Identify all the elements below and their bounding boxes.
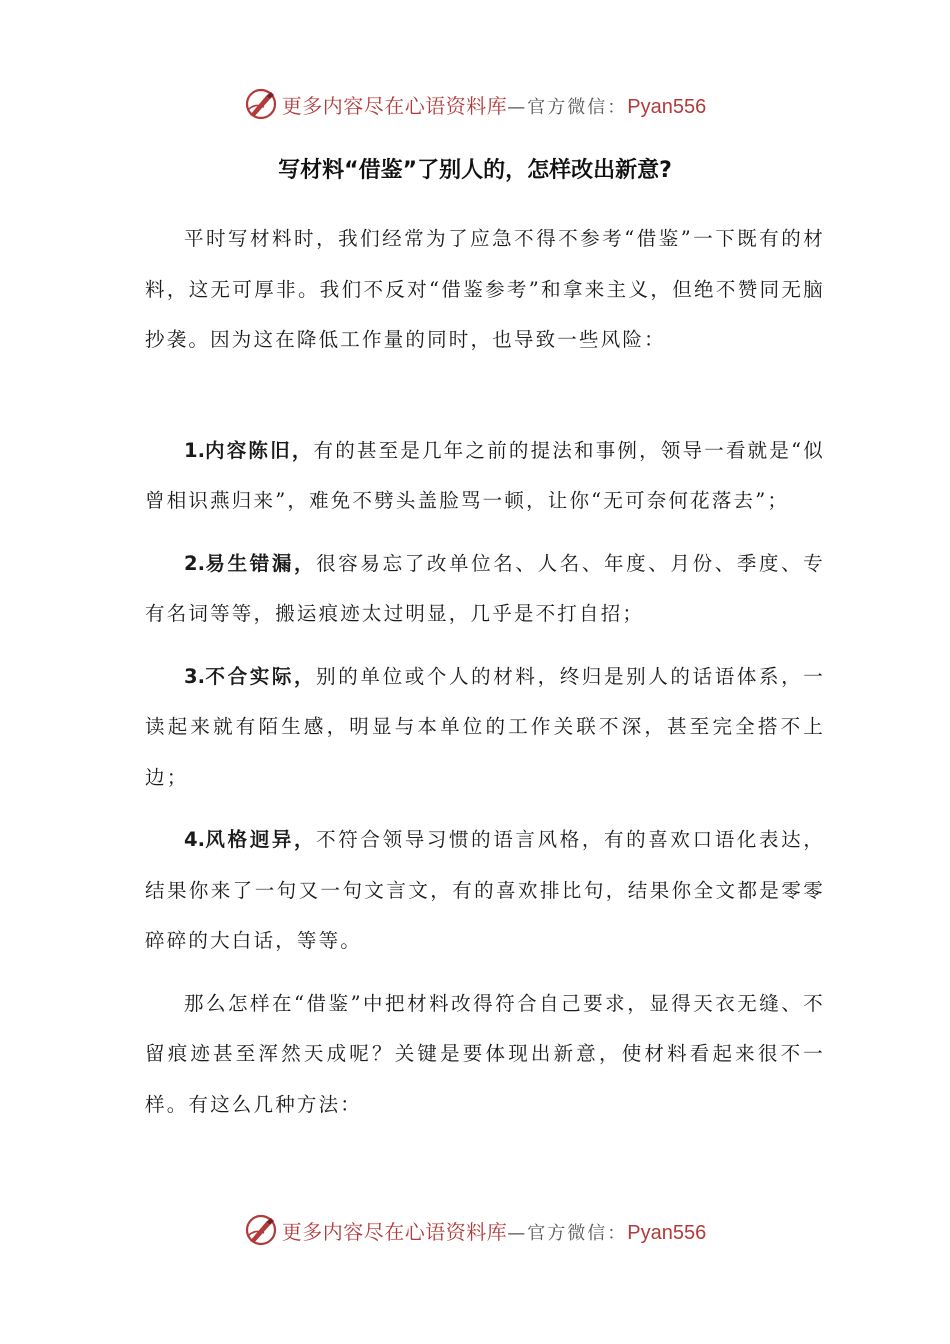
footer-library-label: 更多内容尽在心语资料库 (281, 1219, 508, 1244)
list-item-3 (145, 652, 825, 804)
item-text: 有的甚至是几年之前的提法和事例，领导一看就是“似曾相识燕归来”，难免不劈头盖脸骂一顿，让你“无可奈何花落去”； (145, 438, 825, 512)
item-keyword: 内容陈旧， (204, 438, 314, 462)
article-body (145, 214, 825, 1130)
item-number: 3. (184, 664, 205, 688)
item-text: 别的单位或个人的材料，终归是别人的话语体系，一读起来就有陌生感，明显与本单位的工作关联不深，甚至完全搭不上边； (145, 664, 825, 789)
closing-paragraph: 那么怎样在“借鉴”中把材料改得符合自己要求，显得天衣无缝、不留痕迹甚至浑然天成呢？关键是要体现出新意，使材料看起来很不一样。有这么几种方法： (145, 991, 825, 1116)
header-banner (0, 84, 950, 124)
page-title: 写材料“借鉴”了别人的，怎样改出新意? (278, 158, 672, 183)
header-official-label: —官方微信： (507, 96, 628, 118)
item-number: 1. (184, 438, 205, 462)
item-number: 4. (184, 828, 205, 851)
item-text: 不符合领导习惯的语言风格，有的喜欢口语化表达，结果你来了一句又一句文言文，有的喜欢排比句，结果你全文都是零零碎碎的大白话，等等。 (145, 828, 825, 952)
pen-logo-icon (244, 87, 278, 121)
list-item-1 (145, 426, 825, 527)
header-library-text (282, 90, 706, 119)
footer-banner (0, 1210, 950, 1250)
footer-wechat-id: Pyan556 (627, 1221, 707, 1244)
intro-paragraph: 平时写材料时，我们经常为了应急不得不参考“借鉴”一下既有的材料，这无可厚非。我们不反对“借鉴参考”和拿来主义，但绝不赞同无脑抄袭。因为这在降低工作量的同时，也导致一些风险： (145, 227, 825, 351)
list-item-2 (145, 539, 825, 640)
footer-library-text (282, 1216, 706, 1245)
item-text: 很容易忘了改单位名、人名、年度、月份、季度、专有名词等等，搬运痕迹太过明显，几乎是不打自招； (145, 551, 825, 625)
list-item-4 (145, 815, 825, 967)
header-wechat-id: Pyan556 (627, 95, 707, 118)
item-number: 2. (184, 551, 205, 575)
pen-logo-icon (244, 1213, 278, 1247)
item-keyword: 易生错漏， (204, 551, 317, 575)
footer-official-label: —官方微信： (507, 1222, 628, 1244)
item-keyword: 风格迥异， (204, 828, 317, 851)
item-keyword: 不合实际， (204, 664, 317, 688)
header-library-label: 更多内容尽在心语资料库 (281, 93, 508, 118)
